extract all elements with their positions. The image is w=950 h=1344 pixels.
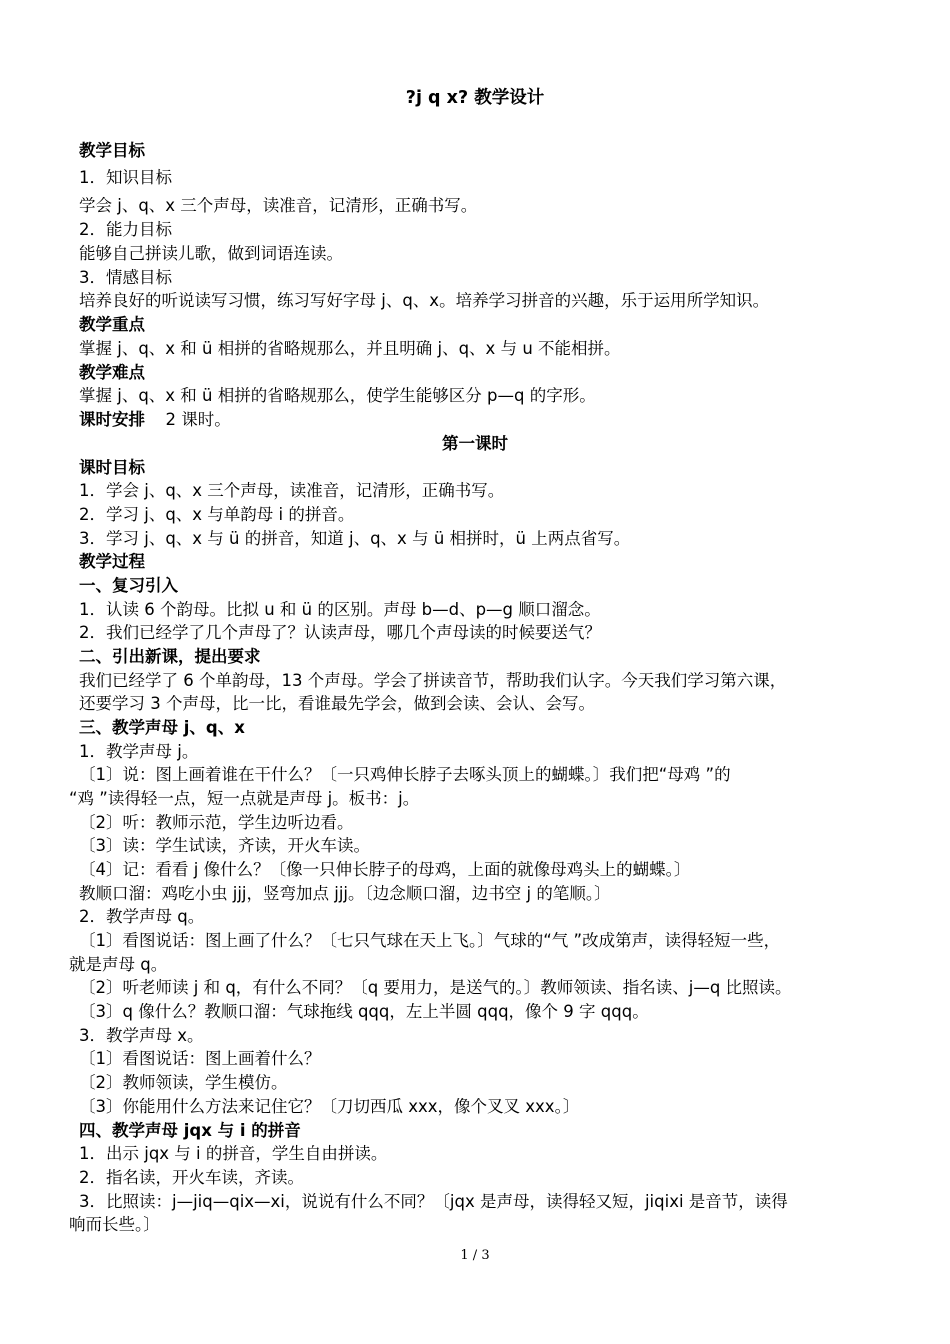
process-heading: 教学过程 bbox=[79, 552, 145, 571]
part3-q-title: 2．教学声母 q。 bbox=[79, 907, 205, 926]
part3-x-step2: 〔2〕教师领读，学生模仿。 bbox=[79, 1073, 288, 1092]
part3-q-step1a: 〔1〕看图说话：图上画了什么？〔七只气球在天上飞。〕气球的“气 ”改成第声，读得轻短一些， bbox=[79, 931, 781, 950]
document-title: ?j q x? 教学设计 bbox=[405, 88, 545, 108]
schedule-line bbox=[79, 409, 231, 431]
goal1-label: 1．知识目标 bbox=[79, 168, 172, 187]
goal2-text: 能够自己拼读儿歌，做到词语连读。 bbox=[79, 244, 343, 263]
part3-j-step1b: “鸡 ”读得轻一点，短一点就是声母 j。板书：j。 bbox=[69, 789, 420, 808]
part2-line-1: 我们已经学了 6 个单韵母，13 个声母。学会了拼读音节，帮助我们认字。今天我们学习第六课， bbox=[79, 671, 787, 690]
part4-line-2: 2．指名读，开火车读，齐读。 bbox=[79, 1168, 304, 1187]
part3-j-title: 1．教学声母 j。 bbox=[79, 742, 199, 761]
lesson1-heading: 第一课时 bbox=[442, 434, 508, 453]
part3-q-step1b: 就是声母 q。 bbox=[69, 955, 168, 974]
lesson-goal-3: 3．学习 j、q、x 与 ü 的拼音，知道 j、q、x 与 ü 相拼时，ü 上两点省写。 bbox=[79, 529, 631, 548]
goals-heading: 教学目标 bbox=[79, 141, 145, 160]
part3-j-step4: 〔4〕记：看看 j 像什么？〔像一只伸长脖子的母鸡，上面的就像母鸡头上的蝴蝶。〕 bbox=[79, 860, 691, 879]
part3-heading: 三、教学声母 j、q、x bbox=[79, 718, 245, 737]
key-text: 掌握 j、q、x 和 ü 相拼的省略规那么，并且明确 j、q、x 与 u 不能相拼。 bbox=[79, 339, 621, 358]
part3-j-step3: 〔3〕读：学生试读，齐读，开火车读。 bbox=[79, 836, 370, 855]
part4-line-3b: 响而长些。〕 bbox=[69, 1215, 160, 1234]
key-heading: 教学重点 bbox=[79, 315, 145, 334]
part1-heading: 一、复习引入 bbox=[79, 576, 178, 595]
part3-j-step2: 〔2〕听：教师示范，学生边听边看。 bbox=[79, 813, 354, 832]
difficulty-heading: 教学难点 bbox=[79, 363, 145, 382]
schedule-text: 2 课时。 bbox=[165, 410, 231, 429]
goal2-label: 2．能力目标 bbox=[79, 220, 172, 239]
part2-heading: 二、引出新课，提出要求 bbox=[79, 647, 261, 666]
lesson-goal-2: 2．学习 j、q、x 与单韵母 i 的拼音。 bbox=[79, 505, 355, 524]
part3-q-step3: 〔3〕q 像什么？教顺口溜：气球拖线 qqq，左上半圆 qqq，像个 9 字 qqq。 bbox=[79, 1002, 649, 1021]
difficulty-text: 掌握 j、q、x 和 ü 相拼的省略规那么，使学生能够区分 p—q 的字形。 bbox=[79, 386, 596, 405]
part4-line-3a: 3．比照读：j—jiq—qix—xi，说说有什么不同？〔jqx 是声母，读得轻又短，jiqixi 是音节，读得 bbox=[79, 1192, 788, 1211]
goal3-text: 培养良好的听说读写习惯，练习写好字母 j、q、x。培养学习拼音的兴趣，乐于运用所学知识。 bbox=[79, 291, 770, 310]
part1-line-1: 1．认读 6 个韵母。比拟 u 和 ü 的区别。声母 b—d、p—g 顺口溜念。 bbox=[79, 600, 601, 619]
part1-line-2: 2．我们已经学了几个声母了？认读声母，哪几个声母读的时候要送气？ bbox=[79, 623, 601, 642]
part4-heading: 四、教学声母 jqx 与 i 的拼音 bbox=[79, 1121, 301, 1140]
part3-x-step3: 〔3〕你能用什么方法来记住它？〔刀切西瓜 xxx，像个叉叉 xxx。〕 bbox=[79, 1097, 580, 1116]
part3-x-title: 3．教学声母 x。 bbox=[79, 1026, 204, 1045]
goal3-label: 3．情感目标 bbox=[79, 268, 172, 287]
page-number: 1 / 3 bbox=[460, 1248, 490, 1263]
goal1-text: 学会 j、q、x 三个声母，读准音，记清形，正确书写。 bbox=[79, 196, 478, 215]
part3-j-step1a: 〔1〕说：图上画着谁在干什么？〔一只鸡伸长脖子去啄头顶上的蝴蝶。〕我们把“母鸡 ”的 bbox=[79, 765, 731, 784]
part3-j-step5: 教顺口溜：鸡吃小虫 jjj，竖弯加点 jjj。〔边念顺口溜，边书空 j 的笔顺。〕 bbox=[79, 884, 611, 903]
part4-line-1: 1．出示 jqx 与 i 的拼音，学生自由拼读。 bbox=[79, 1144, 388, 1163]
lesson-goals-heading: 课时目标 bbox=[79, 458, 145, 477]
lesson-goal-1: 1．学会 j、q、x 三个声母，读准音，记清形，正确书写。 bbox=[79, 481, 505, 500]
part2-line-2: 还要学习 3 个声母，比一比，看谁最先学会，做到会读、会认、会写。 bbox=[79, 694, 595, 713]
part3-x-step1: 〔1〕看图说话：图上画着什么？ bbox=[79, 1049, 321, 1068]
part3-q-step2: 〔2〕听老师读 j 和 q，有什么不同？〔q 要用力，是送气的。〕教师领读、指名读、j—q 比照读。 bbox=[79, 978, 792, 997]
schedule-label: 课时安排 bbox=[79, 410, 145, 429]
